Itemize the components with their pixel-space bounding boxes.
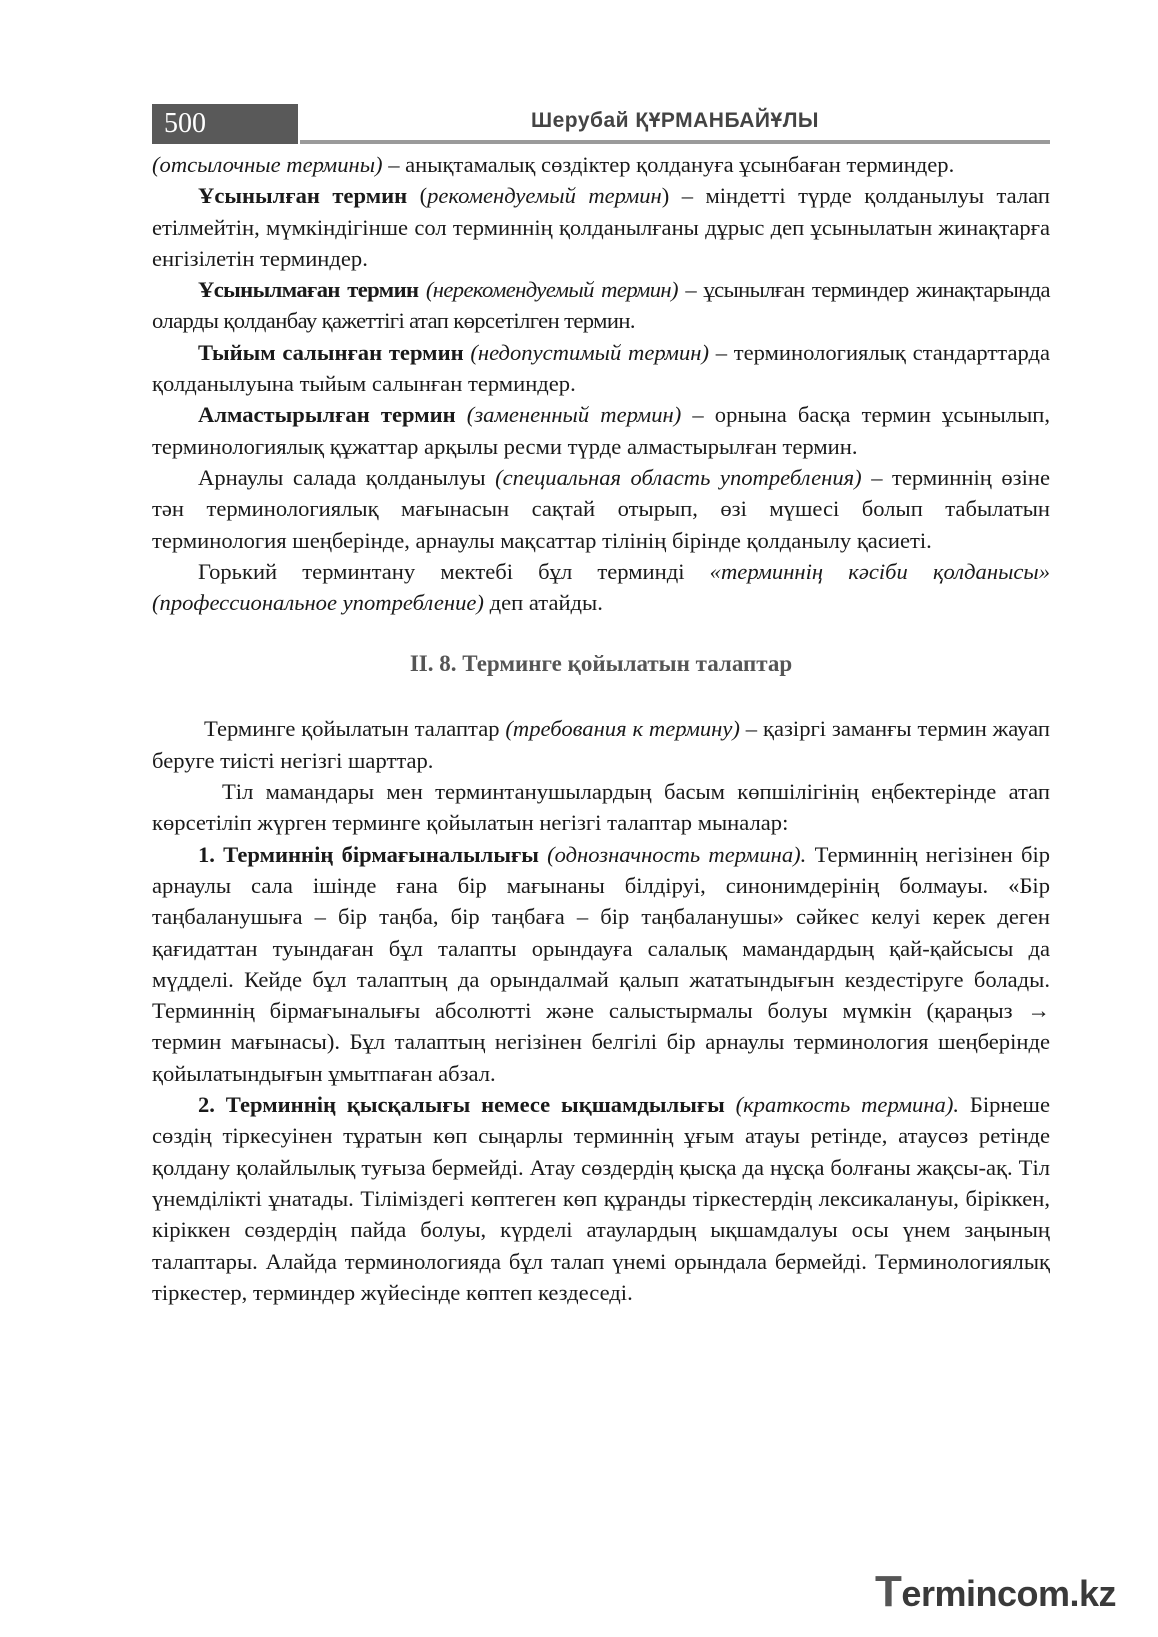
paragraph-text: ) – міндетті түрде қолданылуы талап етілмейтін, мүмкіндігінше сол терминнің қолданылғаны дұрыс деп ұсынылатын жинақтарға енгізілетін терминдер.: [152, 183, 1050, 271]
italic-term: (однозначность термина).: [547, 841, 807, 867]
page-number: 500: [152, 104, 298, 144]
bold-term: Ұсынылған термин: [198, 183, 408, 209]
paragraph: [152, 337, 1050, 400]
italic-term: (специальная область употребления): [495, 464, 862, 490]
paragraph-text: Терминнің негізінен бір арнаулы сала ішінде ғана бір мағынаны білдіруі, синонимдерінің болмауы. «Бір таңбаланушыға – бір таңба, бір таңбаға – бір таңбаланушы» сәйкес келуі керек деген қағидаттан туындаған бұл талапты орындауға салалық мамандардың қай-қайсысы да мүдделі. Кейде бұл талаптың да орындалмай қалып жататындығын кездестіруге болады. Терминнің бірмағыналығы абсолютті және салыстырмалы болуы мүмкін (қараңыз → термин мағынасы). Бұл талаптың негізінен белгілі бір арнаулы терминология шеңберінде қойылатындығын ұмытпаған абзал.: [152, 841, 1051, 1086]
italic-term: (требования к термину): [505, 716, 740, 742]
paragraph-text: Горький терминтану мектебі бұл терминді: [198, 558, 710, 584]
paragraph-text: Арнаулы салада қолданылуы: [198, 464, 496, 490]
paragraph-text: – анықтамалық сөздіктер қолдануға ұсынбаған терминдер.: [382, 152, 955, 177]
italic-term: (замененный термин): [466, 402, 682, 428]
paragraph: [152, 399, 1050, 462]
watermark-text: ermincom.kz: [901, 1573, 1116, 1614]
paragraph: [152, 713, 1050, 776]
italic-term: рекомендуемый термин: [427, 183, 662, 209]
paragraph: [152, 839, 1050, 1089]
italic-term: (недопустимый термин): [470, 339, 709, 365]
bold-term: 1. Терминнің бірмағыналылығы: [198, 841, 539, 867]
paragraph-text: [418, 277, 425, 302]
italic-term: «терминнің кәсіби қолданысы» (профессиональное употребление): [152, 558, 1050, 616]
paragraph: [152, 149, 1050, 180]
italic-term: (отсылочные термины): [152, 152, 383, 177]
paragraph: Тіл мамандары мен терминтанушылардың басым көпшілігінің еңбектерінде атап көрсетіліп жүрген терминге қойылатын негізгі талаптар мыналар:: [152, 779, 1050, 836]
paragraph-text: деп атайды.: [483, 590, 603, 616]
paragraph-text: (: [407, 183, 428, 209]
site-watermark: [875, 1567, 1116, 1617]
bold-term: Ұсынылмаған термин: [198, 277, 419, 303]
bold-term: Алмастырылған термин: [198, 402, 456, 428]
paragraph-text: – терминологиялық стандарттарда қолданылуына тыйым салынған терминдер.: [152, 339, 1050, 397]
paragraph-text: Бірнеше сөздің тіркесуінен тұратын көп сыңарлы терминнің ұғым атауы ретінде, атаусөз ретінде қолдану қолайлылық туғыза бермейді. Атау сөздердің қысқа да нұсқа болғаны жақсы-ақ. Тіл үнемділікті ұнатады. Тіліміздегі көптеген көп құранды тіркестердің лексикалануы, біріккен, кіріккен сөздердің пайда болуы, күрделі атаулардың ықшамдалуы осы үнем заңының талаптары. Алайда терминологияда бұл талап үнемі орындала бермейді. Терминологиялық тіркестер, терминдер жүйесінде көптеп кездеседі.: [152, 1092, 1050, 1305]
paragraph: [152, 462, 1050, 556]
bold-term: Тыйым салынған термин: [198, 339, 464, 365]
paragraph-text: – терминнің өзіне тән терминологиялық мағынасын сақтай отырып, өзі мүшесі болып табылатын терминология шеңберінде, арнаулы мақсаттар тілінің бірінде қолданылу қасиеті.: [152, 464, 1050, 553]
paragraph-text: Терминге қойылатын талаптар: [204, 716, 506, 742]
paragraph: [152, 1089, 1050, 1308]
page-body: [152, 149, 1050, 1308]
italic-term: (краткость термина).: [735, 1092, 960, 1118]
watermark-initial: T: [875, 1567, 902, 1616]
paragraph-text: – қазіргі заманғы термин жауап беруге тиісті негізгі шарттар.: [152, 716, 1050, 773]
paragraph-text: [725, 1092, 736, 1117]
running-title: Шерубай ҚҰРМАНБАЙҰЛЫ: [531, 109, 819, 132]
paragraph-text: – ұсынылған терминдер жинақтарында оларды қолданбау қажеттігі атап көрсетілген термин.: [152, 277, 1050, 334]
paragraph-text: – орнына басқа термин ұсынылып, терминологиялық құжаттар арқылы ресми түрде алмастырылған термин.: [152, 402, 1051, 459]
paragraph-text: [456, 402, 467, 427]
page-header: [152, 104, 1050, 146]
paragraph: [152, 180, 1050, 274]
paragraph: [152, 274, 1050, 337]
section-title: II. 8. Терминге қойылатын талаптар: [409, 651, 793, 677]
header-rule: [300, 140, 1050, 144]
paragraph: [152, 556, 1050, 619]
paragraph-text: [539, 842, 547, 867]
bold-term: 2. Терминнің қысқалығы немесе ықшамдылығы: [198, 1092, 725, 1118]
italic-term: (нерекомендуемый термин): [425, 277, 678, 303]
